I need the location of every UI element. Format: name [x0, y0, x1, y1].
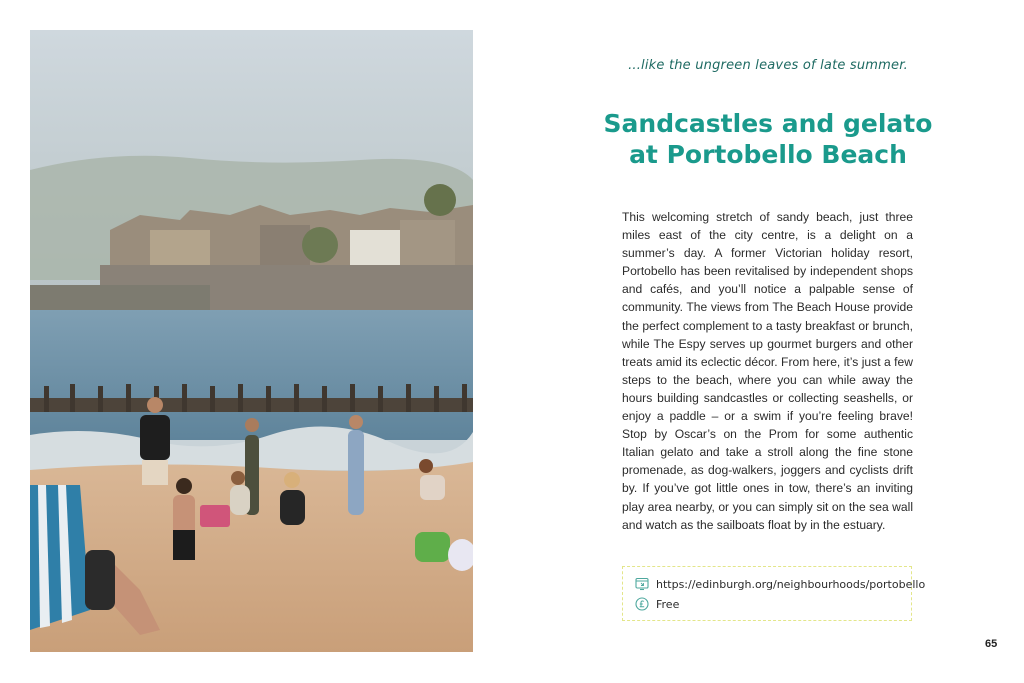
beach-photo: [30, 30, 473, 652]
website-row: [635, 577, 925, 591]
tagline: ...like the ungreen leaves of late summer.: [628, 58, 908, 73]
headline-line-1: Sandcastles and gelato: [603, 109, 933, 138]
website-link[interactable]: https://edinburgh.org/neighbourhoods/portobello: [656, 577, 926, 591]
headline: [590, 108, 946, 170]
headline-line-2: at Portobello Beach: [629, 140, 907, 169]
price-value: Free: [656, 597, 680, 611]
web-icon: [635, 577, 649, 591]
price-row: [635, 597, 679, 611]
pound-coin-icon: [635, 597, 649, 611]
info-box: [622, 566, 926, 621]
page-number: 65: [985, 638, 998, 650]
beach-photo-illustration: [30, 30, 473, 652]
body-paragraph: This welcoming stretch of sandy beach, just three miles east of the city centre, is a delight on a summer’s day. A former Victorian holiday resort, Portobello has been revitalised by independent shops and cafés, and you’ll notice a palpable sense of community. The views from The Beach House provide the perfect complement to a tasty breakfast or brunch, while The Espy serves up gourmet burgers and other treats amid its eclectic décor. From here, it’s just a few steps to the beach, where you can while away the hours building sandcastles or collecting seashells, or enjoy a paddle – or a swim if you’re feeling brave! Stop by Oscar’s on the Prom for some authentic Italian gelato and take a stroll along the fine stone promenade, as dog-walkers, joggers and cyclists drift by. If you’ve got little ones in tow, there’s an inviting play area nearby, or you can simply sit on the sea wall and watch as the sailboats float by in the estuary.: [622, 210, 913, 532]
